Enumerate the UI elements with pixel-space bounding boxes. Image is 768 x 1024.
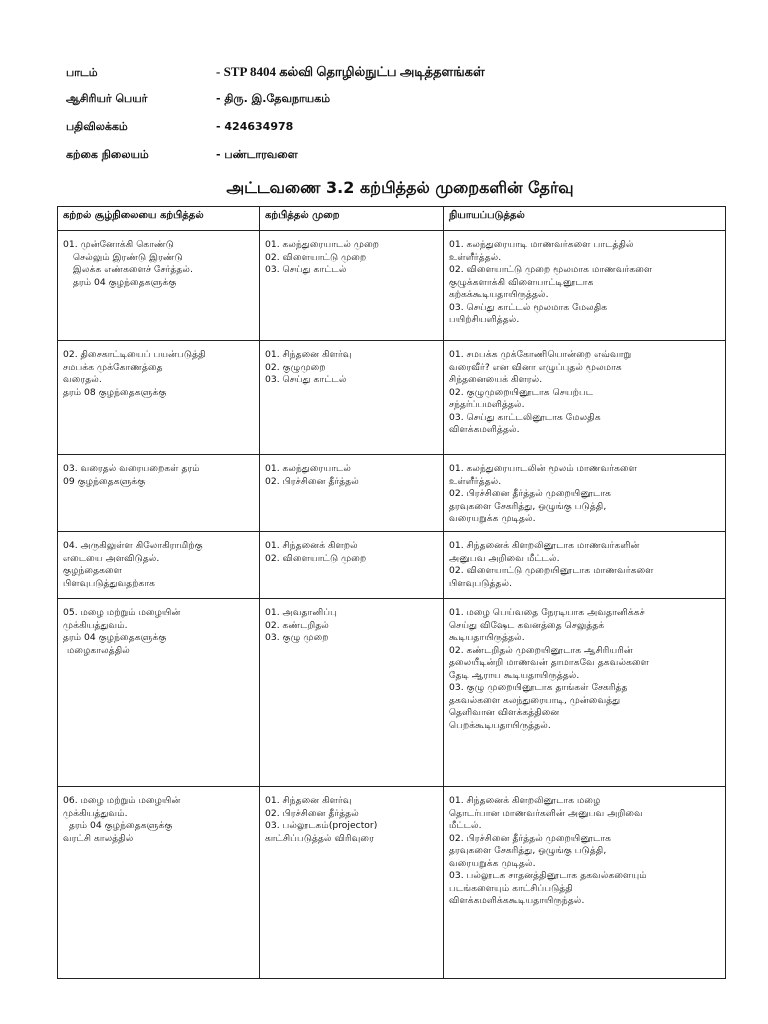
- context-cell: [58, 341, 260, 455]
- cell-line: 01. சிந்தனை கிளர்வு: [265, 349, 352, 360]
- justification-cell: [444, 787, 726, 979]
- context-cell: [58, 787, 260, 979]
- cell-line: கற்கக்கூடியதாயிருத்தல்.: [449, 289, 549, 300]
- context-cell: [58, 231, 260, 341]
- cell-line: விளக்கமளிக்ககூடியதாயிருந்தல்.: [449, 895, 585, 906]
- cell-line: தரவுகளை சேகரித்து, ஒழுங்கு படுத்தி,: [449, 500, 607, 512]
- cell-line: செல்லும் இரண்டு இரண்டு: [73, 251, 183, 263]
- cell-line: 03. செய்து காட்டல்: [265, 264, 347, 275]
- method-cell: [260, 787, 444, 979]
- cell-line: 02. விளையாட்டு முறை: [265, 552, 367, 564]
- cell-line: 02. பிரச்சினை தீர்த்தல் முறையினூடாக: [449, 832, 611, 844]
- cell-line: 01. சிந்தனைக் கிளறலினூடாக மாணவர்களின்: [449, 540, 640, 551]
- cell-line: 03. பல்லூடகம்(projector): [265, 820, 378, 831]
- teacher-row: [66, 92, 726, 120]
- cell-line: கூடியதாயிருத்தல்.: [449, 632, 525, 643]
- method-cell: [260, 341, 444, 455]
- cell-line: மீட்டல்.: [449, 820, 482, 831]
- cell-line: 01. சிந்தனை கிளர்வு: [265, 795, 352, 806]
- teaching-methods-table: [57, 206, 726, 979]
- context-cell: [58, 455, 260, 532]
- justification-cell: [444, 231, 726, 341]
- cell-line: 02. பிரச்சினை தீர்த்தல்: [265, 807, 359, 819]
- cell-line: உள்ளீர்த்தல்.: [449, 475, 502, 487]
- cell-line: 03. குழு முறையினூடாக தாங்கள் சேகரித்த: [449, 682, 628, 693]
- cell-line: 03. செய்து காட்டல்: [265, 374, 347, 385]
- cell-line: 02. விளையாட்டு முறை மூலமாக மாணவர்களை: [449, 264, 653, 275]
- cell-line: வரைவீர்? என வினா எழுப்புதல் மூலமாக: [449, 361, 622, 373]
- cell-line: தலையீடின்றி மாணவன் தாமாகவே தகவல்களை: [449, 657, 649, 668]
- cell-line: 01. சிந்தனைக் கிளறலினூடாக மழை: [449, 795, 601, 806]
- cell-line: தரம் 04 குழந்தைகளுக்கு: [73, 276, 177, 288]
- cell-line: 02. குழுமுறை: [265, 361, 326, 373]
- registration-value: - 424634978: [216, 120, 294, 133]
- teacher-value: - திரு. இ.தேவநாயகம்: [216, 92, 331, 105]
- cell-line: 01. கலந்துரையாடி மாணவர்களை பாடத்தில்: [449, 239, 634, 250]
- table-row: [58, 599, 726, 787]
- cell-line: 02. திசைகாட்டியைப் பயன்படுத்தி: [63, 349, 206, 360]
- subject-row: [66, 64, 726, 92]
- subject-value: - STP 8404 கல்வி தொழில்நுட்ப அடித்தளங்கள்: [216, 64, 485, 79]
- cell-line: 03. செய்து காட்டல் மூலமாக மேலதிக: [449, 301, 608, 313]
- justification-cell: [444, 532, 726, 599]
- cell-line: 02. பிரச்சினை தீர்த்தல் முறையினூடாக: [449, 488, 611, 499]
- subject-label: பாடம்: [66, 66, 98, 79]
- method-cell: [260, 599, 444, 787]
- table-row: [58, 455, 726, 532]
- cell-line: மழைகாலத்தில்: [67, 644, 130, 656]
- cell-line: தரம் 04 குழந்தைகளுக்கு: [69, 820, 173, 831]
- cell-line: 01. கலந்துரையாடல்: [265, 463, 351, 474]
- cell-line: வரட்சி காலத்தில்: [63, 832, 134, 844]
- cell-line: 01. அவதானிப்பு: [265, 607, 337, 618]
- header-method: கற்பித்தல் முறை: [260, 207, 444, 231]
- cell-line: விளக்கமளித்தல்.: [449, 424, 520, 435]
- cell-line: வரையறுக்க முடிதல்.: [449, 857, 536, 869]
- cell-line: முக்கியத்துவம்.: [63, 807, 128, 819]
- cell-line: பிளவுபடுத்துவதற்காக: [63, 577, 156, 589]
- method-cell: [260, 532, 444, 599]
- table-row: [58, 231, 726, 341]
- cell-line: 09 குழந்தைகளுக்கு: [63, 475, 146, 487]
- table-row: [58, 532, 726, 599]
- cell-line: 03. வரைதல் வரையறைகள் தரம்: [63, 463, 200, 474]
- cell-line: தொடர்பான மாணவர்களின் அனுபவ அறிவை: [449, 807, 643, 819]
- table-row: [58, 341, 726, 455]
- cell-line: 02. கண்டறிதல் முறையினூடாக ஆசிரியரின்: [449, 644, 633, 656]
- centre-row: [66, 148, 726, 176]
- table-header-row: [58, 207, 726, 231]
- cell-line: இலக்க எண்களைச் சேர்த்தல்.: [73, 264, 193, 275]
- cell-line: காட்சிப்படுத்தல் விரிவுரை: [265, 832, 374, 844]
- cell-line: வரைதல்.: [63, 374, 102, 385]
- cell-line: 02. விளையாட்டு முறையினூடாக மாணவர்களை: [449, 565, 654, 576]
- cell-line: 02. விளையாட்டு முறை: [265, 251, 367, 263]
- cell-line: 02. கண்டறிதல்: [265, 619, 329, 631]
- cell-line: 01. சமபக்க முக்கோணியொன்றை எவ்வாறு: [449, 349, 632, 360]
- header-justification: நியாயப்படுத்தல்: [444, 207, 726, 231]
- cell-line: உள்ளீர்த்தல்.: [449, 251, 502, 263]
- cell-line: தரம் 04 குழந்தைகளுக்கு: [63, 632, 167, 643]
- cell-line: குழுக்களாக்கி விளையாட்டினூடாக: [449, 276, 594, 288]
- table-row: [58, 787, 726, 979]
- centre-value: - பண்டாரவளை: [216, 148, 298, 161]
- justification-cell: [444, 599, 726, 787]
- cell-line: பிளவுபடுத்தல்.: [449, 577, 513, 589]
- cell-line: முக்கியத்துவம்.: [63, 619, 128, 631]
- justification-cell: [444, 455, 726, 532]
- cell-line: பயிற்சியளித்தல்.: [449, 314, 520, 325]
- teacher-label: ஆசிரியர் பெயர்: [66, 92, 148, 105]
- centre-label: கற்கை நிலையம்: [66, 148, 149, 161]
- cell-line: 03. குழு முறை: [265, 632, 329, 643]
- context-cell: [58, 532, 260, 599]
- context-cell: [58, 599, 260, 787]
- cell-line: 03. பல்லூடக சாதனத்தினூடாக தகவல்களையும்: [449, 870, 647, 881]
- cell-line: குழந்தைகளை: [63, 565, 122, 576]
- cell-line: தெளிவான விளக்கத்தினை: [449, 707, 560, 718]
- cell-line: எடையை அளவிடுதல்.: [63, 552, 160, 564]
- method-cell: [260, 231, 444, 341]
- document-header: [66, 64, 726, 176]
- cell-line: 03. செய்து காட்டலினூடாக மேலதிக: [449, 411, 601, 423]
- cell-line: 06. மழை மற்றும் மழையின்: [63, 795, 181, 806]
- cell-line: அனுபவ அறிவை மீட்டல்.: [449, 552, 560, 564]
- cell-line: வரையறுக்க முடிதல்.: [449, 513, 536, 524]
- cell-line: தரவுகளை சேகரித்து, ஒழுங்கு படுத்தி,: [449, 845, 607, 856]
- cell-line: 01. முன்னோக்கி கொண்டு: [63, 239, 174, 250]
- cell-line: சமபக்க முக்கோணத்தை: [63, 361, 163, 373]
- header-context: கற்றல் சூழ்நிலையை கற்பித்தல்: [58, 207, 260, 231]
- cell-line: 05. மழை மற்றும் மழையின்: [63, 607, 181, 618]
- cell-line: 01. மழை பெய்வதை நேரடியாக அவதானிக்கச்: [449, 607, 645, 618]
- cell-line: 01. கலந்துரையாடலின் மூலம் மாணவர்களை: [449, 463, 637, 474]
- cell-line: செய்து விஷேட கவனத்தை செலுத்தக்: [449, 619, 605, 631]
- cell-line: 01. சிந்தனைக் கிளறல்: [265, 540, 358, 551]
- registration-label: பதிவிலக்கம்: [66, 120, 128, 133]
- cell-line: தகவல்களை கலந்துரையாடி, முன்வைத்து: [449, 694, 621, 706]
- cell-line: பெறக்கூடியதாயிருத்தல்.: [449, 719, 551, 731]
- justification-cell: [444, 341, 726, 455]
- cell-line: தேடி ஆராய கூடியதாயிருத்தல்.: [449, 669, 580, 681]
- cell-line: சந்தர்ப்பமளித்தல்.: [449, 399, 525, 410]
- cell-line: படங்களையும் காட்சிப்படுத்தி: [449, 882, 573, 894]
- cell-line: தரம் 08 குழந்தைகளுக்கு: [63, 386, 167, 398]
- cell-line: 01. கலந்துரையாடல் முறை: [265, 239, 380, 250]
- cell-line: சிந்தனையைக் கிளரல்.: [449, 374, 543, 385]
- registration-row: [66, 120, 726, 148]
- cell-line: 04. அருகிலுள்ள கிலோகிராமிற்கு: [63, 540, 203, 551]
- cell-line: 02. பிரச்சினை தீர்த்தல்: [265, 475, 359, 487]
- method-cell: [260, 455, 444, 532]
- cell-line: 02. குழுமுறையினூடாக செயற்பட: [449, 386, 594, 398]
- table-title: அட்டவணை 3.2 கற்பித்தல் முறைகளின் தேர்வு: [226, 178, 574, 197]
